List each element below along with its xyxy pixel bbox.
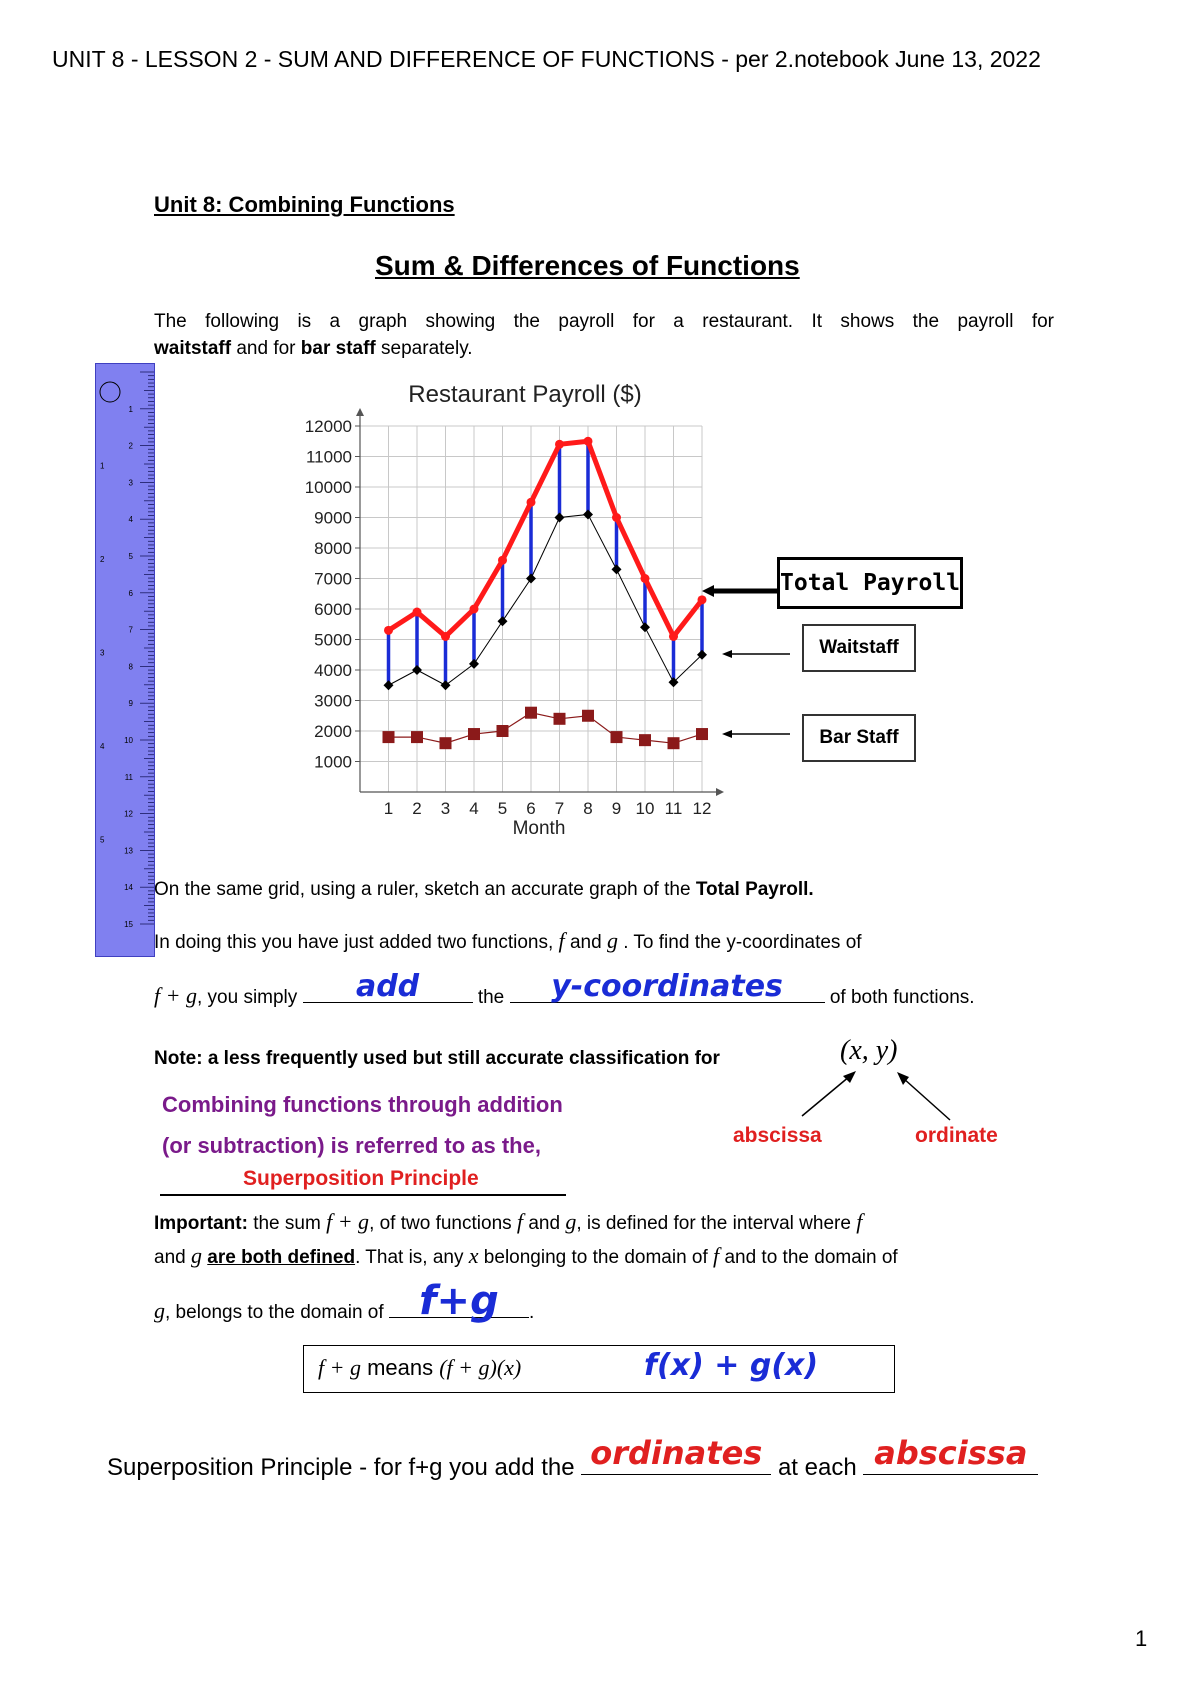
p2-and: and xyxy=(564,932,607,953)
y-tick-label: 7000 xyxy=(314,569,352,589)
payroll-chart-svg xyxy=(290,374,760,844)
waitstaff-point xyxy=(441,680,451,690)
barstaff-arrow-head xyxy=(722,730,732,738)
line2-x: x xyxy=(468,1243,479,1268)
x-tick-label: 11 xyxy=(664,799,683,818)
line2-text-c: and to the domain of xyxy=(719,1247,898,1268)
abscissa-pointer xyxy=(802,1076,850,1116)
intro-mid: and for xyxy=(231,338,301,359)
total-payroll-point xyxy=(441,632,450,641)
line3-end: . xyxy=(528,1302,535,1323)
answer-add: add xyxy=(355,969,420,1004)
important-fg: f + g xyxy=(326,1209,370,1234)
formula-rhs: (f + g)(x) xyxy=(439,1355,522,1380)
y-tick-label: 1000 xyxy=(314,752,352,772)
blank-y-coordinates[interactable] xyxy=(510,969,825,1004)
ruler-inch-label: 3 xyxy=(100,648,105,658)
x-axis-arrow xyxy=(716,788,724,796)
y-tick-label: 8000 xyxy=(314,539,352,558)
legend-waitstaff: Waitstaff xyxy=(802,624,916,672)
p2-text-b: . To find the y-coordinates of xyxy=(617,932,862,953)
legend-bar-staff: Bar Staff xyxy=(802,714,916,762)
ruler-cm-label: 15 xyxy=(124,920,133,929)
ruler-tool[interactable] xyxy=(95,363,155,957)
answer-domain: f+g xyxy=(419,1278,499,1324)
intro-line-1: The following is a graph showing the payroll for a restaurant. It shows the payroll for xyxy=(154,311,1054,332)
answer-abscissa: abscissa xyxy=(874,1434,1028,1472)
x-tick-label: 9 xyxy=(611,799,622,818)
y-tick-label: 11000 xyxy=(305,447,352,467)
bar-staff-point xyxy=(525,707,537,719)
sp-text-b: at each xyxy=(771,1454,864,1481)
x-axis-label: Month xyxy=(512,818,566,839)
y-tick-label: 9000 xyxy=(314,508,352,528)
total-payroll-point xyxy=(384,626,393,635)
y-axis-arrow xyxy=(356,408,364,416)
important-line-3 xyxy=(154,1278,535,1326)
ruler-inch-label: 2 xyxy=(100,555,105,564)
ruler-cm-label: 2 xyxy=(128,441,133,451)
ruler-cm-label: 6 xyxy=(128,588,133,598)
y-tick-label: 10000 xyxy=(304,478,352,497)
ruler-cm-label: 13 xyxy=(124,846,133,856)
ordinate-pointer-head xyxy=(897,1072,909,1085)
ruler-cm-label: 4 xyxy=(128,515,133,525)
bar-staff-point xyxy=(497,725,509,737)
x-tick-label: 2 xyxy=(412,799,422,818)
waitstaff-point xyxy=(412,665,422,675)
superposition-label: Superposition Principle xyxy=(243,1167,479,1190)
bar-staff-point xyxy=(468,728,480,740)
important-g: g xyxy=(565,1209,577,1234)
intro-waitstaff: waitstaff xyxy=(154,338,232,359)
line2-text-b: belonging to the domain of xyxy=(478,1247,714,1268)
answer-y-coordinates: y-coordinates xyxy=(551,969,783,1004)
paragraph-add-rule xyxy=(154,969,975,1011)
bar-staff-line xyxy=(389,713,703,744)
total-payroll-point xyxy=(527,498,536,507)
waitstaff-point xyxy=(469,659,479,669)
important-text-b: , of two functions xyxy=(369,1213,517,1234)
coordinate-pair: (x, y) xyxy=(840,1035,898,1066)
line2-text-a: . That is, any xyxy=(355,1247,469,1268)
y-tick-label: 2000 xyxy=(314,722,352,741)
main-title: Sum & Differences of Functions xyxy=(375,250,800,281)
y-tick-label: 4000 xyxy=(314,661,352,680)
ruler-cm-label: 1 xyxy=(128,404,133,414)
blank-abscissa[interactable] xyxy=(863,1434,1038,1475)
bar-staff-point xyxy=(383,731,395,743)
p2-f: f xyxy=(558,928,565,953)
ruler-cm-label: 3 xyxy=(128,478,133,488)
coordinate-arrows xyxy=(790,1062,970,1124)
bar-staff-point xyxy=(668,737,680,749)
ordinate-label: ordinate xyxy=(915,1124,998,1147)
important-text-c: , is defined for the interval where xyxy=(576,1213,857,1234)
waitstaff-point xyxy=(384,680,394,690)
total-arrow-head xyxy=(702,585,714,597)
important-label: Important: xyxy=(154,1213,248,1234)
important-text-a: the sum xyxy=(247,1213,327,1234)
ruler-inch-label: 5 xyxy=(100,835,105,845)
paragraph-sketch xyxy=(154,876,814,903)
p2-text-a: In doing this you have just added two functions, xyxy=(154,932,559,953)
line2-and: and xyxy=(154,1247,191,1268)
intro-paragraph xyxy=(154,308,1054,362)
payroll-chart xyxy=(290,374,760,849)
y-tick-label: 12000 xyxy=(304,417,352,436)
x-tick-label: 10 xyxy=(635,799,655,818)
important-f: f xyxy=(516,1209,524,1234)
total-payroll-point xyxy=(584,437,593,446)
ruler-cm-label: 7 xyxy=(128,625,133,635)
formula-answer: f(x) + g(x) xyxy=(644,1348,819,1383)
abscissa-label: abscissa xyxy=(733,1124,822,1147)
important-line-2 xyxy=(154,1242,898,1271)
ruler-cm-label: 5 xyxy=(128,552,133,561)
important-and: and xyxy=(523,1213,566,1234)
total-payroll-point xyxy=(555,440,564,449)
y-tick-label: 3000 xyxy=(314,691,352,711)
ruler-scale xyxy=(96,364,154,956)
ruler-cm-label: 10 xyxy=(124,736,133,745)
page-header: UNIT 8 - LESSON 2 - SUM AND DIFFERENCE OF FUNCTIONS - per 2.notebook June 13, 2022 xyxy=(52,46,1041,72)
x-tick-label: 6 xyxy=(526,799,536,818)
p1-bold: Total Payroll. xyxy=(695,879,814,900)
legend-total-payroll: Total Payroll xyxy=(777,557,963,609)
total-payroll-point xyxy=(641,574,650,583)
formula-box xyxy=(303,1345,895,1393)
formula-means: means xyxy=(360,1355,440,1380)
p3-the: the xyxy=(472,987,510,1008)
ruler-cm-label: 11 xyxy=(124,772,133,782)
total-payroll-point xyxy=(498,556,507,565)
x-tick-label: 7 xyxy=(554,799,565,818)
p3-text-a: , you simply xyxy=(196,987,303,1008)
note-line: Note: a less frequently used but still accurate classification for xyxy=(154,1048,720,1069)
blank-add[interactable] xyxy=(303,969,473,1004)
bar-staff-point xyxy=(611,731,623,743)
waitstaff-point xyxy=(612,564,622,574)
x-tick-label: 3 xyxy=(440,799,451,818)
line2-g: g xyxy=(190,1243,202,1268)
abscissa-pointer-head xyxy=(843,1071,856,1083)
ruler-cm-label: 9 xyxy=(128,699,133,709)
bar-staff-point xyxy=(582,710,594,722)
ruler-rotate-icon xyxy=(100,382,120,402)
line3-g: g xyxy=(154,1298,165,1323)
y-tick-label: 5000 xyxy=(314,630,352,650)
bar-staff-point xyxy=(554,713,566,725)
superposition-underline xyxy=(160,1194,566,1196)
y-tick-label: 6000 xyxy=(314,600,352,619)
waitstaff-point xyxy=(498,616,508,626)
intro-bar-staff: bar staff xyxy=(300,338,376,359)
total-payroll-point xyxy=(669,632,678,641)
formula-text xyxy=(318,1355,521,1381)
x-tick-label: 4 xyxy=(469,799,479,818)
blank-domain[interactable] xyxy=(389,1278,529,1324)
x-tick-label: 5 xyxy=(497,799,508,818)
p3-fg: f + g xyxy=(154,983,197,1008)
ordinate-pointer xyxy=(903,1078,950,1120)
total-payroll-line xyxy=(389,441,703,636)
combining-line-2: (or subtraction) is referred to as the, xyxy=(162,1133,541,1158)
p1-text: On the same grid, using a ruler, sketch an accurate graph of the xyxy=(154,879,696,900)
p2-g: g xyxy=(606,928,618,953)
chart-title: Restaurant Payroll ($) xyxy=(408,381,642,408)
combining-line-1: Combining functions through addition xyxy=(162,1092,563,1117)
waitstaff-point xyxy=(640,622,650,632)
intro-line-2 xyxy=(154,335,1054,362)
x-tick-label: 1 xyxy=(383,799,394,818)
paragraph-added xyxy=(154,927,862,956)
ruler-cm-label: 12 xyxy=(124,809,133,819)
bar-staff-point xyxy=(411,731,423,743)
bar-staff-point xyxy=(639,734,651,746)
total-payroll-point xyxy=(413,608,422,617)
line3-text: , belongs to the domain of xyxy=(165,1302,389,1323)
intro-end: separately. xyxy=(375,338,473,359)
blank-ordinates[interactable] xyxy=(581,1434,771,1475)
ruler-cm-label: 8 xyxy=(128,662,133,672)
ruler-inch-label: 4 xyxy=(100,742,105,751)
unit-title: Unit 8: Combining Functions xyxy=(154,192,455,217)
important-line-1 xyxy=(154,1208,862,1237)
line2-bold: are both defined xyxy=(207,1247,356,1268)
waitstaff-arrow-head xyxy=(722,650,732,658)
p3-text-b: of both functions. xyxy=(824,987,975,1008)
ruler-cm-label: 14 xyxy=(124,883,133,893)
page-number: 1 xyxy=(1135,1626,1148,1651)
important-f2: f xyxy=(856,1209,863,1234)
x-tick-label: 12 xyxy=(692,799,712,818)
total-payroll-point xyxy=(470,605,479,614)
sp-text-a: Superposition Principle - for f+g you add the xyxy=(107,1454,582,1481)
waitstaff-point xyxy=(526,574,536,584)
answer-ordinates: ordinates xyxy=(590,1434,763,1472)
x-tick-label: 8 xyxy=(583,799,593,818)
bar-staff-point xyxy=(440,737,452,749)
total-payroll-point xyxy=(612,513,621,522)
formula-lhs: f + g xyxy=(318,1355,361,1380)
waitstaff-point xyxy=(555,513,565,523)
superposition-statement xyxy=(107,1434,1038,1482)
line2-f: f xyxy=(713,1243,720,1268)
ruler-inch-label: 1 xyxy=(100,461,105,471)
